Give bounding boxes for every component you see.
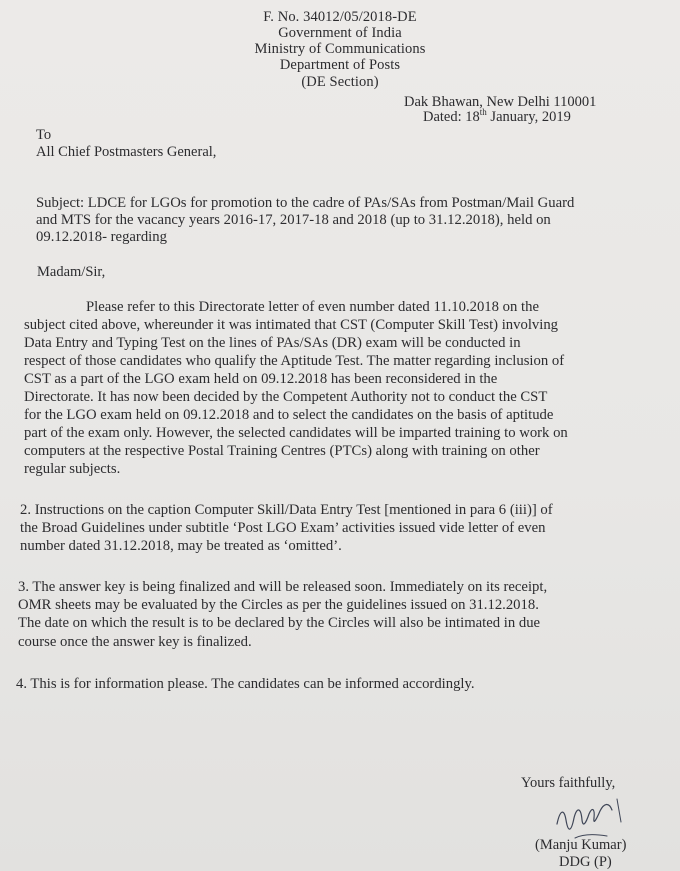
- paragraph-line: OMR sheets may be evaluated by the Circles as per the guidelines issued on 31.12.2018.: [18, 597, 539, 613]
- office-address: Dak Bhawan, New Delhi 110001: [404, 94, 597, 110]
- paragraph-line: CST as a part of the LGO exam held on 09.12.2018 has been reconsidered in the: [24, 371, 498, 387]
- paragraph-line: Please refer to this Directorate letter of even number dated 11.10.2018 on the: [86, 299, 539, 315]
- paragraph-line: course once the answer key is finalized.: [18, 634, 252, 650]
- section-heading: (DE Section): [301, 74, 379, 90]
- paragraph-line: respect of those candidates who qualify the Aptitude Test. The matter regarding inclusion of: [24, 353, 565, 369]
- subject-line: and MTS for the vacancy years 2016-17, 2017-18 and 2018 (up to 31.12.2018), held on: [36, 212, 551, 228]
- paragraph-line: 3. The answer key is being finalized and will be released soon. Immediately on its receipt,: [18, 579, 548, 595]
- paragraph-line: The date on which the result is to be declared by the Circles will also be intimated in due: [18, 615, 541, 631]
- paragraph-line: the Broad Guidelines under subtitle ‘Post LGO Exam’ activities issued vide letter of even: [20, 520, 546, 536]
- paragraph-line: subject cited above, whereunder it was intimated that CST (Computer Skill Test) involving: [24, 317, 559, 333]
- closing-yours-faithfully: Yours faithfully,: [521, 775, 616, 791]
- to-label: To: [36, 127, 52, 143]
- file-number: F. No. 34012/05/2018-DE: [263, 9, 417, 25]
- subject-line: 09.12.2018- regarding: [36, 229, 167, 245]
- paragraph-line: part of the exam only. However, the selected candidates will be imparted training to work on: [24, 425, 568, 441]
- subject-line: Subject: LDCE for LGOs for promotion to the cadre of PAs/SAs from Postman/Mail Guard: [36, 195, 575, 211]
- paragraph-line: Directorate. It has now been decided by the Competent Authority not to conduct the CST: [24, 389, 548, 405]
- paragraph-line: 2. Instructions on the caption Computer Skill/Data Entry Test [mentioned in para 6 (iii)] of: [20, 502, 553, 518]
- salutation: Madam/Sir,: [37, 264, 106, 280]
- ministry-heading: Ministry of Communications: [254, 41, 426, 57]
- signatory-name: (Manju Kumar): [535, 837, 627, 853]
- government-heading: Government of India: [278, 25, 402, 41]
- paragraph-4: 4. This is for information please. The candidates can be informed accordingly.: [16, 676, 475, 692]
- letter-date: [423, 107, 571, 125]
- recipient-name: All Chief Postmasters General,: [36, 144, 217, 160]
- paragraph-line: for the LGO exam held on 09.12.2018 and to select the candidates on the basis of aptitude: [24, 407, 554, 423]
- paragraph-line: number dated 31.12.2018, may be treated as ‘omitted’.: [20, 538, 342, 554]
- department-heading: Department of Posts: [279, 57, 401, 73]
- paragraph-line: regular subjects.: [24, 461, 121, 477]
- date-prefix: Dated: 18: [423, 109, 480, 125]
- date-ordinal: th: [479, 107, 487, 118]
- signatory-designation: DDG (P): [559, 854, 612, 870]
- date-rest: January, 2019: [486, 109, 571, 125]
- paragraph-line: Data Entry and Typing Test on the lines of PAs/SAs (DR) exam will be conducted in: [24, 335, 521, 351]
- paragraph-line: computers at the respective Postal Training Centres (PTCs) along with training on other: [24, 443, 540, 459]
